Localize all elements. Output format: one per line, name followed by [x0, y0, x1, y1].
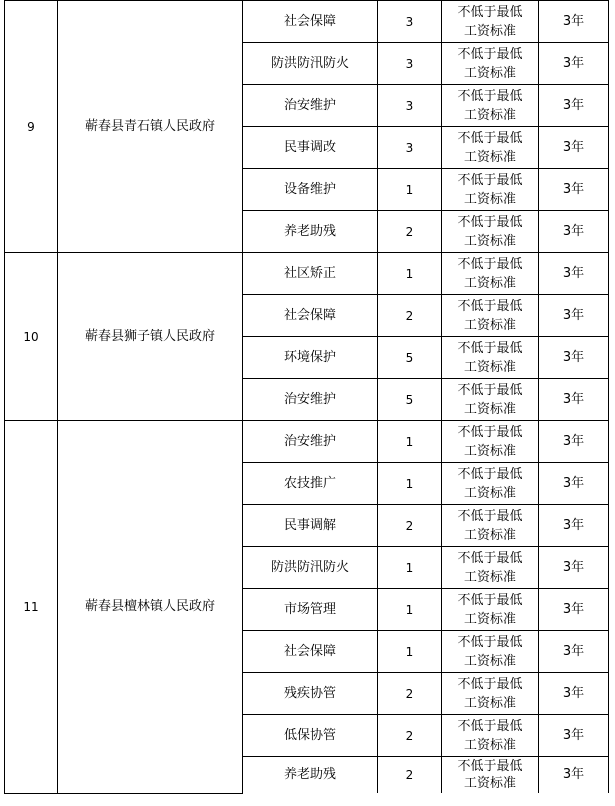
- headcount: 2: [378, 505, 442, 547]
- wage-standard: [442, 757, 539, 794]
- wage-line-2: 工资标准: [463, 569, 516, 585]
- wage-standard: [442, 253, 539, 295]
- employer-name: 蕲春县青石镇人民政府: [58, 1, 243, 253]
- wage-line-2: 工资标准: [463, 191, 516, 207]
- wage-line-2: 工资标准: [463, 443, 516, 459]
- headcount: 2: [378, 211, 442, 253]
- wage-line-1: 不低于最低: [457, 508, 523, 524]
- contract-term: 3年: [539, 295, 609, 337]
- contract-term: 3年: [539, 757, 609, 794]
- post-name: 设备维护: [243, 169, 378, 211]
- contract-term: 3年: [539, 169, 609, 211]
- post-name: 残疾协管: [243, 673, 378, 715]
- wage-line-1: 不低于最低: [457, 172, 523, 188]
- post-name: 养老助残: [243, 757, 378, 794]
- headcount: 3: [378, 127, 442, 169]
- contract-term: 3年: [539, 379, 609, 421]
- wage-line-1: 不低于最低: [457, 592, 523, 608]
- post-name: 农技推广: [243, 463, 378, 505]
- wage-standard: [442, 43, 539, 85]
- post-name: 防洪防汛防火: [243, 547, 378, 589]
- post-name: 社会保障: [243, 1, 378, 43]
- post-name: 低保协管: [243, 715, 378, 757]
- wage-line-1: 不低于最低: [457, 214, 523, 230]
- contract-term: 3年: [539, 1, 609, 43]
- headcount: 5: [378, 337, 442, 379]
- contract-term: 3年: [539, 631, 609, 673]
- wage-standard: [442, 379, 539, 421]
- post-name: 治安维护: [243, 85, 378, 127]
- post-name: 防洪防汛防火: [243, 43, 378, 85]
- wage-line-1: 不低于最低: [457, 130, 523, 146]
- wage-line-1: 不低于最低: [457, 466, 523, 482]
- wage-standard: [442, 1, 539, 43]
- headcount: 1: [378, 421, 442, 463]
- post-name: 社会保障: [243, 295, 378, 337]
- contract-term: 3年: [539, 715, 609, 757]
- table-body: [5, 1, 609, 794]
- wage-standard: [442, 547, 539, 589]
- wage-standard: [442, 127, 539, 169]
- headcount: 2: [378, 715, 442, 757]
- contract-term: 3年: [539, 463, 609, 505]
- headcount: 1: [378, 169, 442, 211]
- wage-line-1: 不低于最低: [457, 634, 523, 650]
- wage-standard: [442, 631, 539, 673]
- wage-line-2: 工资标准: [463, 65, 516, 81]
- headcount: 2: [378, 757, 442, 794]
- wage-line-1: 不低于最低: [457, 298, 523, 314]
- headcount: 2: [378, 295, 442, 337]
- post-name: 养老助残: [243, 211, 378, 253]
- wage-line-2: 工资标准: [463, 275, 516, 291]
- contract-term: 3年: [539, 547, 609, 589]
- contract-term: 3年: [539, 421, 609, 463]
- group-number: 9: [5, 1, 58, 253]
- contract-term: 3年: [539, 589, 609, 631]
- post-name: 市场管理: [243, 589, 378, 631]
- wage-standard: [442, 85, 539, 127]
- wage-standard: [442, 463, 539, 505]
- wage-line-2: 工资标准: [463, 653, 516, 669]
- wage-line-2: 工资标准: [463, 737, 516, 753]
- wage-line-1: 不低于最低: [457, 718, 523, 734]
- table-row: [5, 421, 609, 463]
- post-name: 民事调改: [243, 127, 378, 169]
- contract-term: 3年: [539, 253, 609, 295]
- contract-term: 3年: [539, 673, 609, 715]
- wage-standard: [442, 589, 539, 631]
- wage-line-2: 工资标准: [463, 233, 516, 249]
- wage-standard: [442, 505, 539, 547]
- wage-standard: [442, 295, 539, 337]
- wage-line-2: 工资标准: [463, 149, 516, 165]
- wage-standard: [442, 211, 539, 253]
- wage-line-2: 工资标准: [463, 401, 516, 417]
- employer-name: 蕲春县檀林镇人民政府: [58, 421, 243, 794]
- wage-line-2: 工资标准: [463, 485, 516, 501]
- wage-line-2: 工资标准: [463, 107, 516, 123]
- headcount: 5: [378, 379, 442, 421]
- group-number: 11: [5, 421, 58, 794]
- contract-term: 3年: [539, 127, 609, 169]
- post-name: 社会保障: [243, 631, 378, 673]
- contract-term: 3年: [539, 211, 609, 253]
- wage-line-2: 工资标准: [463, 317, 516, 333]
- headcount: 2: [378, 673, 442, 715]
- positions-table: [4, 0, 609, 794]
- headcount: 1: [378, 547, 442, 589]
- headcount: 3: [378, 85, 442, 127]
- post-name: 民事调解: [243, 505, 378, 547]
- wage-line-1: 不低于最低: [457, 676, 523, 692]
- wage-line-1: 不低于最低: [457, 382, 523, 398]
- wage-standard: [442, 421, 539, 463]
- contract-term: 3年: [539, 337, 609, 379]
- post-name: 治安维护: [243, 421, 378, 463]
- contract-term: 3年: [539, 505, 609, 547]
- wage-standard: [442, 337, 539, 379]
- table-row: [5, 1, 609, 43]
- wage-line-2: 工资标准: [463, 527, 516, 543]
- headcount: 1: [378, 589, 442, 631]
- wage-line-1: 不低于最低: [457, 759, 523, 774]
- headcount: 3: [378, 1, 442, 43]
- wage-line-1: 不低于最低: [457, 4, 523, 20]
- headcount: 1: [378, 253, 442, 295]
- wage-standard: [442, 673, 539, 715]
- wage-line-2: 工资标准: [463, 23, 516, 39]
- wage-standard: [442, 169, 539, 211]
- headcount: 1: [378, 463, 442, 505]
- table-row: [5, 253, 609, 295]
- wage-line-1: 不低于最低: [457, 550, 523, 566]
- contract-term: 3年: [539, 43, 609, 85]
- post-name: 社区矫正: [243, 253, 378, 295]
- wage-line-1: 不低于最低: [457, 88, 523, 104]
- headcount: 1: [378, 631, 442, 673]
- wage-line-2: 工资标准: [463, 359, 516, 375]
- contract-term: 3年: [539, 85, 609, 127]
- wage-line-1: 不低于最低: [457, 424, 523, 440]
- group-number: 10: [5, 253, 58, 421]
- employer-name: 蕲春县狮子镇人民政府: [58, 253, 243, 421]
- post-name: 治安维护: [243, 379, 378, 421]
- wage-line-1: 不低于最低: [457, 256, 523, 272]
- post-name: 环境保护: [243, 337, 378, 379]
- wage-line-2: 工资标准: [463, 611, 516, 627]
- wage-line-2: 工资标准: [463, 695, 516, 711]
- wage-standard: [442, 715, 539, 757]
- wage-line-2: 工资标准: [463, 776, 516, 791]
- headcount: 3: [378, 43, 442, 85]
- wage-line-1: 不低于最低: [457, 46, 523, 62]
- wage-line-1: 不低于最低: [457, 340, 523, 356]
